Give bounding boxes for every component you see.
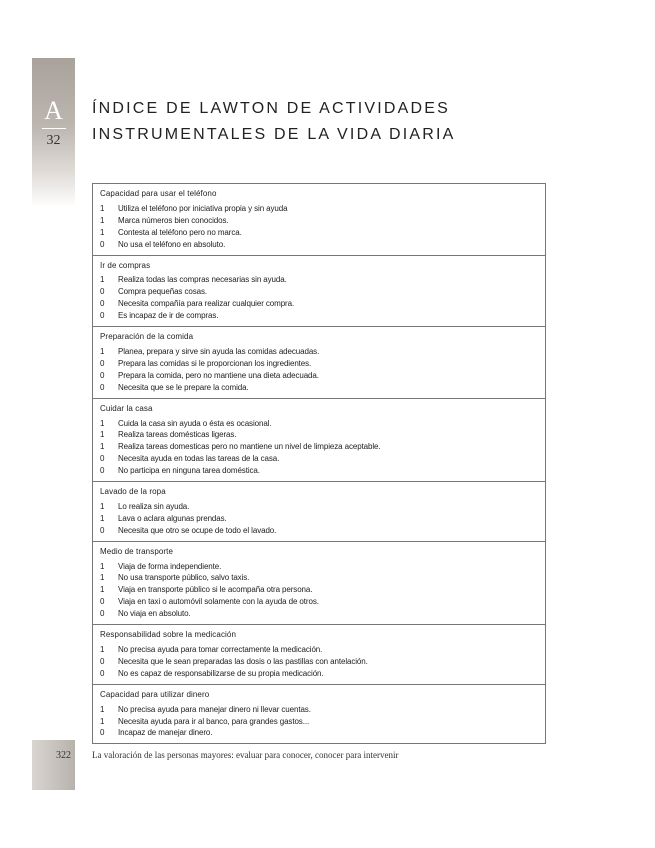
item-score: 0 [100,239,105,249]
item-description: No precisa ayuda para tomar correctamente la medicación. [118,645,323,654]
scale-item [100,203,538,215]
item-score: 1 [100,275,105,285]
item-score: 0 [100,311,105,321]
item-score: 1 [100,585,105,595]
scale-item [100,310,538,322]
item-description: Planea, prepara y sirve sin ayuda las comidas adecuadas. [118,346,320,356]
item-description: No es capaz de responsabilizarse de su propia medicación. [118,668,324,678]
item-score: 0 [100,466,105,476]
item-description: Necesita que le sean preparadas las dosis o las pastillas con antelación. [118,656,368,666]
section-title: Medio de transporte [100,546,174,556]
item-description: Necesita que otro se ocupe de todo el lavado. [118,525,277,535]
item-description: Necesita compañía para realizar cualquier compra. [118,299,295,309]
item-description: No usa transporte público, salvo taxis. [118,573,250,583]
scale-section [93,481,545,541]
item-score: 1 [100,716,105,726]
item-score: 1 [100,203,105,213]
item-score: 0 [100,358,105,368]
item-score: 1 [100,442,105,452]
item-score: 0 [100,454,105,464]
scale-section [93,255,545,327]
scale-section [93,624,545,684]
item-description: Cuida la casa sin ayuda o ésta es ocasional. [118,418,272,428]
scale-item [100,239,538,251]
item-score: 1 [100,704,105,714]
scale-section [93,398,545,481]
item-description: Utiliza el teléfono por iniciativa propia y sin ayuda [118,203,288,213]
item-description: Realiza tareas domesticas pero no mantiene un nivel de limpieza aceptable. [118,442,381,452]
item-score: 1 [100,513,105,523]
annex-divider [42,128,66,129]
scale-section [93,184,545,255]
item-description: Viaja en transporte público si le acompaña otra persona. [118,585,313,595]
scale-item [100,716,538,728]
scale-item [100,418,538,430]
item-score: 0 [100,597,105,607]
scale-item [100,608,538,620]
section-title: Responsabilidad sobre la medicación [100,630,237,640]
scale-item [100,572,538,584]
scale-item [100,513,538,525]
item-description: Compra pequeñas cosas. [118,287,207,297]
scale-item [100,215,538,227]
item-description: Lava o aclara algunas prendas. [118,513,227,523]
item-score: 1 [100,645,105,654]
section-title: Preparación de la comida [100,332,194,342]
item-description: Necesita ayuda en todas las tareas de la casa. [118,454,280,464]
item-description: Realiza tareas domésticas ligeras. [118,430,237,440]
item-description: Necesita que se le prepare la comida. [118,382,249,392]
scale-item [100,453,538,465]
item-score: 0 [100,728,105,738]
page-number: 322 [56,750,71,761]
item-description: Es incapaz de ir de compras. [118,311,219,321]
scale-item [100,656,538,668]
title-line-1: ÍNDICE DE LAWTON DE ACTIVIDADES [92,100,451,117]
scale-item [100,370,538,382]
scale-item [100,668,538,680]
item-description: No usa el teléfono en absoluto. [118,239,226,249]
scale-item [100,561,538,573]
item-score: 1 [100,573,105,583]
title-line-2: INSTRUMENTALES DE LA VIDA DIARIA [92,126,456,143]
item-description: Prepara la comida, pero no mantiene una dieta adecuada. [118,370,319,380]
item-score: 1 [100,215,105,225]
item-score: 0 [100,287,105,297]
item-description: Lo realiza sin ayuda. [118,501,190,511]
item-score: 0 [100,668,105,678]
item-description: No precisa ayuda para manejar dinero ni llevar cuentas. [118,704,311,714]
item-score: 1 [100,430,105,440]
annex-side-tab [32,58,75,208]
scale-section [93,326,545,398]
scale-item [100,727,538,739]
lawton-scale-table [92,183,546,744]
item-score: 0 [100,609,105,619]
item-score: 0 [100,370,105,380]
scale-item [100,596,538,608]
scale-item [100,704,538,716]
item-description: No participa en ninguna tarea doméstica. [118,466,260,476]
section-title: Capacidad para utilizar dinero [100,689,210,699]
item-score: 0 [100,299,105,309]
scale-item [100,584,538,596]
item-score: 1 [100,561,105,571]
scale-item [100,274,538,286]
scale-item [100,525,538,537]
item-description: No viaja en absoluto. [118,609,191,619]
scale-item [100,501,538,513]
scale-item [100,358,538,370]
annex-letter: A [44,96,63,125]
scale-item [100,382,538,394]
item-description: Viaja de forma independiente. [118,561,222,571]
scale-item [100,286,538,298]
scale-section [93,684,545,744]
item-description: Marca números bien conocidos. [118,215,229,225]
scale-item [100,227,538,239]
scale-item [100,465,538,477]
running-footer: La valoración de las personas mayores: evaluar para conocer, conocer para intervenir [92,750,399,760]
scale-item [100,644,538,656]
section-title: Ir de compras [100,260,151,270]
annex-number: 32 [46,133,61,148]
scale-item [100,346,538,358]
section-title: Capacidad para usar el teléfono [100,189,217,198]
section-title: Cuidar la casa [100,403,153,413]
scale-section [93,541,545,624]
item-description: Contesta al teléfono pero no marca. [118,227,242,237]
scale-item [100,429,538,441]
scale-item [100,441,538,453]
item-score: 0 [100,382,105,392]
scale-item [100,298,538,310]
item-description: Realiza todas las compras necesarias sin ayuda. [118,275,287,285]
item-score: 0 [100,525,105,535]
item-description: Viaja en taxi o automóvil solamente con la ayuda de otros. [118,597,319,607]
item-score: 1 [100,346,105,356]
item-score: 0 [100,656,105,666]
item-score: 1 [100,227,105,237]
section-title: Lavado de la ropa [100,487,166,497]
item-score: 1 [100,418,105,428]
item-score: 1 [100,501,105,511]
footer-tab [32,740,75,790]
item-description: Necesita ayuda para ir al banco, para grandes gastos... [118,716,310,726]
item-description: Prepara las comidas si le proporcionan los ingredientes. [118,358,312,368]
item-description: Incapaz de manejar dinero. [118,728,213,738]
page-title [92,96,562,148]
